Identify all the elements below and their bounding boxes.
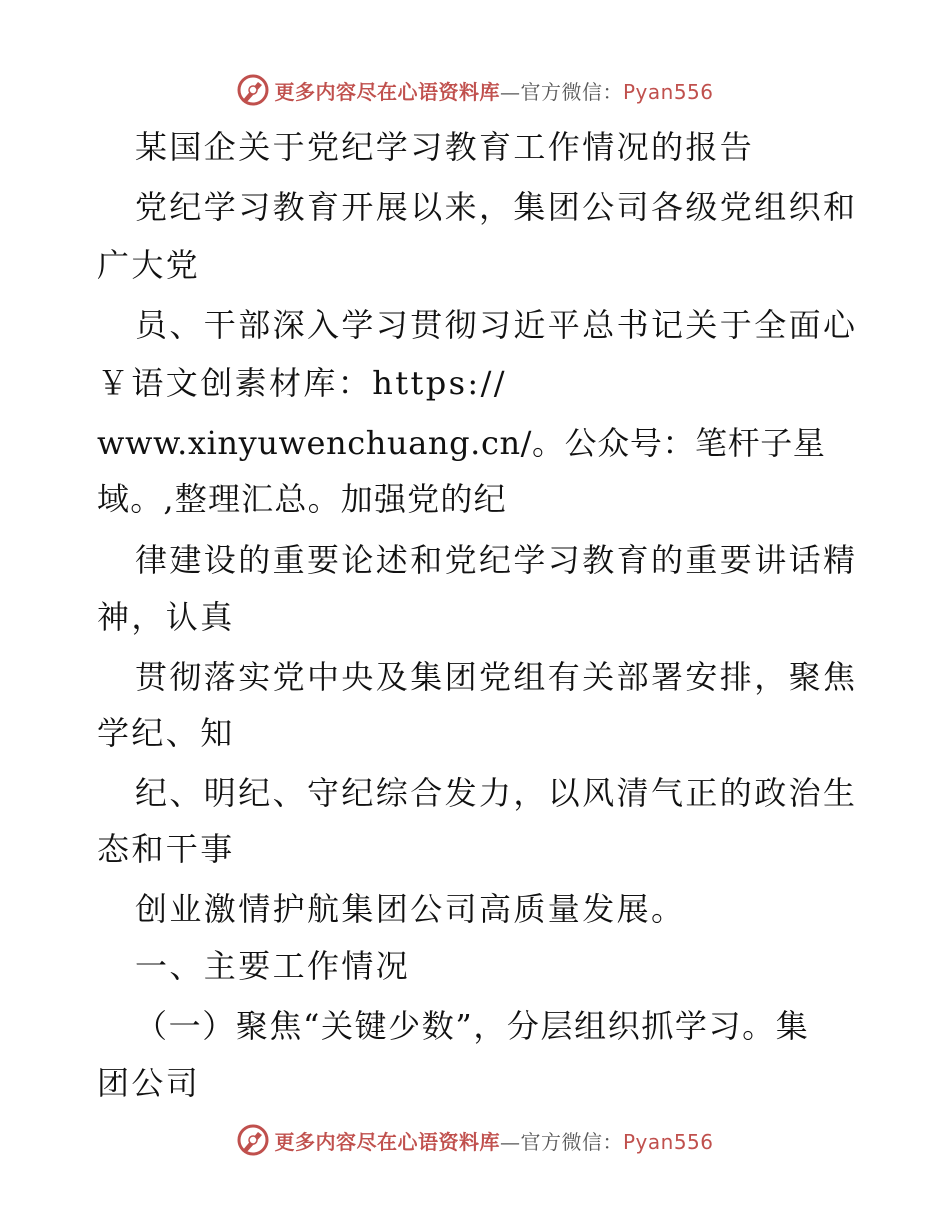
paragraph-line: 党纪学习教育开展以来，集团公司各级党组织和 [135,188,858,226]
footer-banner [0,1120,950,1160]
paragraph-line: 广大党 [97,246,201,284]
banner-separator: — [499,1129,521,1154]
banner-official-label: 官方微信： [520,1129,623,1154]
banner-prefix: 更多内容尽在心语资料库 [274,79,500,104]
paragraph-line: ￥语文创素材库：https:// [97,364,507,402]
banner-prefix: 更多内容尽在心语资料库 [274,1129,500,1154]
paragraph-line: 纪、明纪、守纪综合发力，以风清气正的政治生 [135,774,858,812]
banner-separator: — [499,79,521,104]
paragraph-line: 学纪、知 [97,714,235,752]
paragraph-line: 态和干事 [97,830,235,868]
paragraph-line: 神，认真 [97,598,235,636]
paragraph-line: 团公司 [97,1064,201,1102]
paragraph-line: 员、干部深入学习贯彻习近平总书记关于全面心 [135,306,858,344]
document-title: 某国企关于党纪学习教育工作情况的报告 [135,128,755,166]
paragraph-line: 创业激情护航集团公司高质量发展。 [135,890,686,928]
paragraph-line: 域。,整理汇总。加强党的纪 [97,480,507,518]
paragraph-line: www.xinyuwenchuang.cn/。公众号：笔杆子星 [97,424,826,462]
subsection-heading: （一）聚焦“关键少数”，分层组织抓学习。集 [135,1007,810,1045]
paragraph-line: 律建设的重要论述和党纪学习教育的重要讲话精 [135,541,858,579]
paragraph-line: 贯彻落实党中央及集团党组有关部署安排，聚焦 [135,658,858,696]
section-heading: 一、主要工作情况 [135,947,411,985]
banner-wechat-id: Pyan556 [622,1129,714,1154]
banner-text [274,1126,713,1155]
pen-logo-icon [236,1123,270,1157]
banner-official-label: 官方微信： [520,79,623,104]
banner-wechat-id: Pyan556 [622,79,714,104]
